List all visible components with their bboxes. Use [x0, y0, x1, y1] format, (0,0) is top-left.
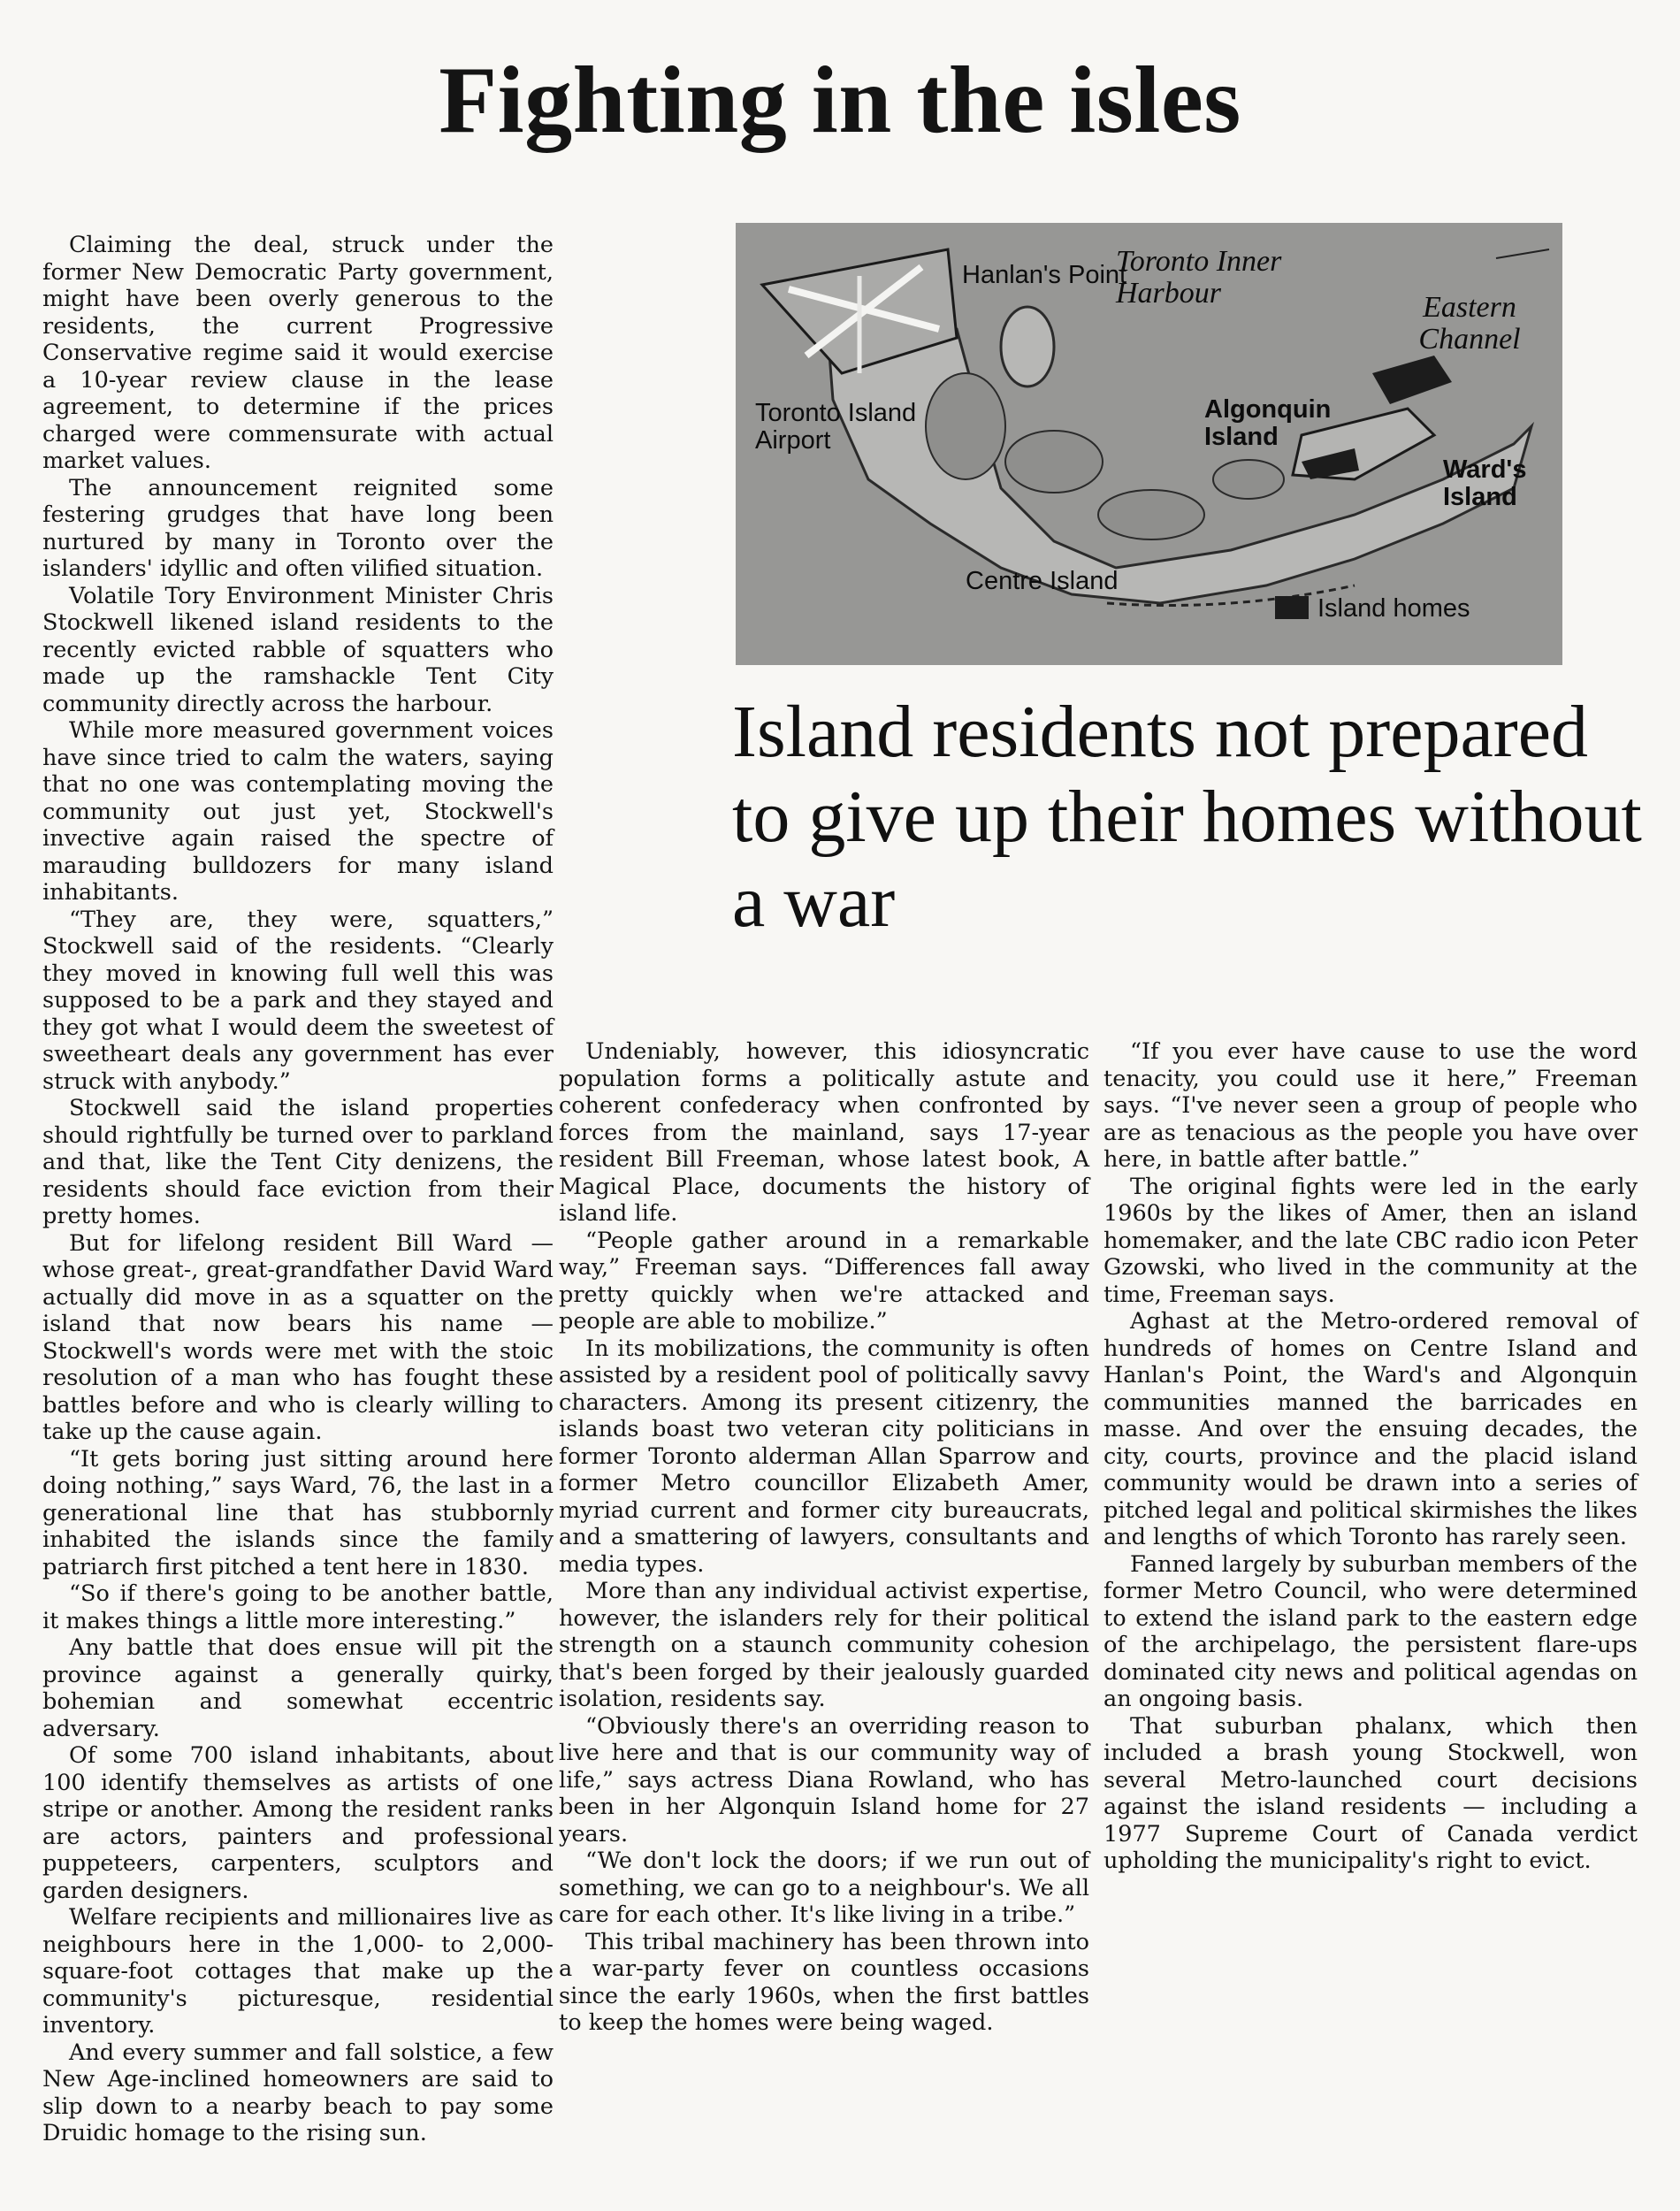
paragraph: This tribal machinery has been thrown into a war-party fever on countless occasions since the early 1960s, when the first battles to keep the homes were being waged.: [559, 1928, 1089, 2036]
paragraph: “If you ever have cause to use the word tenacity, you could use it here,” Freeman says. “I've never seen a group of people who are as tenacious as the people you have over here, in battle after battle.”: [1103, 1038, 1638, 1173]
label-airport: Toronto Island Airport: [755, 399, 917, 455]
paragraph: Welfare recipients and millionaires live as neighbours here in the 1,000- to 2,000-square-foot cottages that make up the community's picturesque, residential inventory.: [42, 1904, 554, 2039]
paragraph: The announcement reignited some festering grudges that have long been nurtured by many in Toronto over the islanders' idyllic and often vilified situation.: [42, 474, 554, 582]
paragraph: Fanned largely by suburban members of the former Metro Council, who were determined to extend the island park to the eastern edge of the archipelago, the persistent flare-ups dominated city news and political agendas on an ongoing basis.: [1103, 1550, 1638, 1712]
label-wards: Ward's Island: [1443, 455, 1527, 511]
legend-label: Island homes: [1317, 594, 1470, 623]
label-centre: Centre Island: [966, 567, 1119, 595]
paragraph: The original fights were led in the early 1960s by the likes of Amer, then an island homemaker, and the late CBC radio icon Peter Gzowski, who lived in the community at the time, Freeman says.: [1103, 1173, 1638, 1308]
paragraph: That suburban phalanx, which then included a brash young Stockwell, won several Metro-launched court decisions against the island residents — including a 1977 Supreme Court of Canada verdict upholding the municipality's right to evict.: [1103, 1712, 1638, 1874]
paragraph: “So if there's going to be another battle, it makes things a little more interesting.”: [42, 1580, 554, 1634]
toronto-islands-map: [736, 223, 1562, 665]
paragraph: Undeniably, however, this idiosyncratic population forms a politically astute and coherent confederacy when confronted by forces from the mainland, says 17-year resident Bill Freeman, whose latest book, A Magical Place, documents the history of island life.: [559, 1038, 1089, 1227]
article-column-1: [42, 232, 554, 2147]
paragraph: Aghast at the Metro-ordered removal of hundreds of homes on Centre Island and Hanlan's Point, the Ward's and Algonquin communities manned the barricades en masse. And over the ensuing decades, the city, courts, province and the placid island community would be drawn into a series of pitched legal and political skirmishes the likes and lengths of which Toronto has rarely seen.: [1103, 1308, 1638, 1550]
paragraph: “It gets boring just sitting around here doing nothing,” says Ward, 76, the last in a generational line that has stubbornly inhabited the islands since the family patriarch first pitched a tent here in 1830.: [42, 1445, 554, 1580]
paragraph: While more measured government voices have since tried to calm the waters, saying that no one was contemplating moving the community out just yet, Stockwell's invective again raised the spectre of marauding bulldozers for many island inhabitants.: [42, 717, 554, 906]
legend-swatch: [1275, 596, 1309, 619]
label-algonquin: Algonquin Island: [1204, 395, 1332, 451]
headline: Fighting in the isles: [439, 48, 1241, 153]
article-column-3: [1103, 1038, 1638, 1875]
paragraph: “Obviously there's an overriding reason to live here and that is our community way of life,” says actress Diana Rowland, who has been in her Algonquin Island home for 27 years.: [559, 1712, 1089, 1848]
paragraph: “They are, they were, squatters,” Stockwell said of the residents. “Clearly they moved in knowing full well this was supposed to be a park and they stayed and they got what I would deem the sweetest of sweetheart deals any government has ever struck with anybody.”: [42, 906, 554, 1095]
subheadline: Island residents not prepared to give up their homes without a war: [732, 691, 1642, 943]
paragraph: Volatile Tory Environment Minister Chris Stockwell likened island residents to the recently evicted rabble of squatters who made up the ramshackle Tent City community directly across the harbour.: [42, 582, 554, 717]
paragraph: Any battle that does ensue will pit the province against a generally quirky, bohemian and somewhat eccentric adversary.: [42, 1634, 554, 1742]
article-column-2: [559, 1038, 1089, 2037]
label-inner-harbour: Toronto Inner Harbour: [1116, 245, 1282, 310]
label-hanlans-point: Hanlan's Point: [962, 261, 1127, 289]
paragraph: “People gather around in a remarkable way,” Freeman says. “Differences fall away pretty quickly when we're attacked and people are able to mobilize.”: [559, 1227, 1089, 1335]
paragraph: And every summer and fall solstice, a few New Age-inclined homeowners are said to slip down to a nearby beach to pay some Druidic homage to the rising sun.: [42, 2039, 554, 2146]
paragraph: In its mobilizations, the community is often assisted by a resident pool of politically savvy characters. Among its present citizenry, the islands boast two veteran city politicians in former Toronto alderman Allan Sparrow and former Metro councillor Elizabeth Amer, myriad current and former city bureaucrats, and a smattering of lawyers, consultants and media types.: [559, 1335, 1089, 1578]
paragraph: But for lifelong resident Bill Ward — whose great-, great-grandfather David Ward actually did move in as a squatter on the island that now bears his name — Stockwell's words were met with the stoic resolution of a man who has fought these battles before and who is clearly willing to take up the cause again.: [42, 1229, 554, 1445]
paragraph: Claiming the deal, struck under the former New Democratic Party government, might have been overly generous to the residents, the current Progressive Conservative regime said it would exercise a 10-year review clause in the lease agreement, to determine if the prices charged were commensurate with actual market values.: [42, 232, 554, 474]
paragraph: Stockwell said the island properties should rightfully be turned over to parkland and that, like the Tent City denizens, the residents should face eviction from their pretty homes.: [42, 1095, 554, 1229]
paragraph: Of some 700 island inhabitants, about 100 identify themselves as artists of one stripe or another. Among the resident ranks are actors, painters and professional puppeteers, carpenters, sculptors and garden designers.: [42, 1742, 554, 1904]
label-eastern-channel: Eastern Channel: [1418, 291, 1521, 356]
paragraph: “We don't lock the doors; if we run out of something, we can go to a neighbour's. We all care for each other. It's like living in a tribe.”: [559, 1848, 1089, 1928]
paragraph: More than any individual activist expertise, however, the islanders rely for their political strength on a staunch community cohesion that's been forged by their jealously guarded isolation, residents say.: [559, 1578, 1089, 1712]
